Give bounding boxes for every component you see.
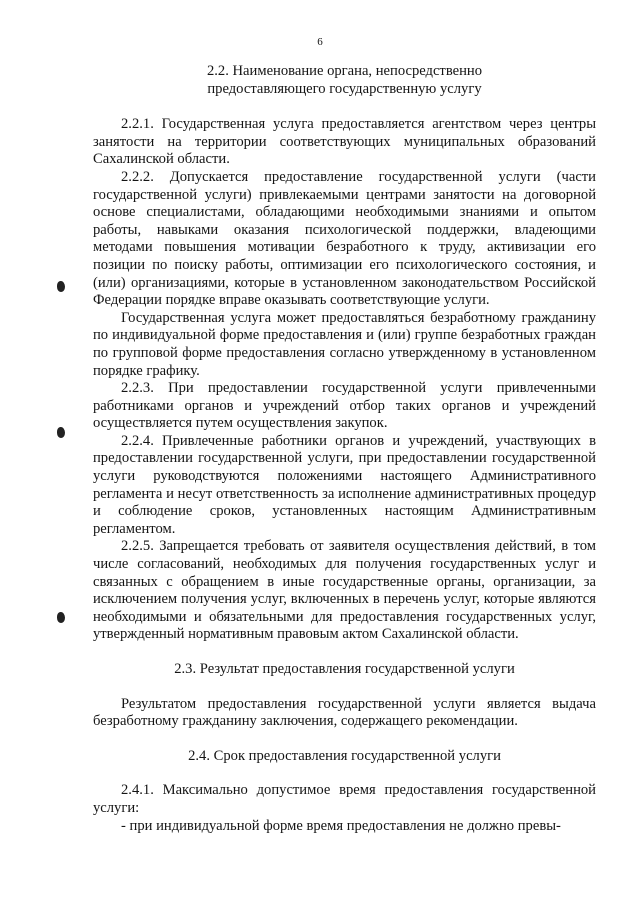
section-2-2-heading-line1: 2.2. Наименование органа, непосредственно xyxy=(206,63,483,79)
document-body xyxy=(93,63,596,835)
punch-hole-mark xyxy=(57,427,65,438)
paragraph-2-2-1: 2.2.1. Государственная услуга предоставляется агентством через центры занятости на территории соответствующих муниципальных образований Сахалинской области. xyxy=(93,116,596,168)
paragraph-group-form: Государственная услуга может предоставляться безработному гражданину по индивидуальной форме предоставления и (или) группе безработных граждан по групповой форме предоставления согласно утвержденному в установленном порядке графику. xyxy=(93,309,596,379)
punch-hole-mark xyxy=(57,281,65,292)
section-2-2-heading-line2: предоставляющего государственную услугу xyxy=(207,80,482,97)
paragraph-result: Результатом предоставления государственной услуги является выдача безработному гражданину заключения, содержащего рекомендации. xyxy=(93,695,596,730)
section-2-4-heading: 2.4. Срок предоставления государственной услуги xyxy=(188,747,501,764)
punch-hole-mark xyxy=(57,612,65,623)
paragraph-2-2-2: 2.2.2. Допускается предоставление государственной услуги (части государственной услуги) привлекаемыми центрами занятости на договорной основе специалистами, обладающими необходимыми знаниями и опытом работы, навыками оказания психологической поддержки, владеющими методами повышения мотивации безработного к труду, активизации его позиции по поиску работы, оптимизации его психологического состояния, и (или) организациями, которые в установленном законодательством Российской Федерации порядке вправе оказывать соответствующие услуги. xyxy=(93,168,596,309)
bullet-individual-form: - при индивидуальной форме время предоставления не должно превы- xyxy=(121,817,561,834)
section-2-3-heading: 2.3. Результат предоставления государственной услуги xyxy=(174,661,515,677)
paragraph-2-2-3: 2.2.3. При предоставлении государственной услуги привлеченными работниками органов и учреждений отбор таких органов и учреждений осуществляется путем осуществления закупок. xyxy=(93,380,596,432)
paragraph-2-4-1: 2.4.1. Максимально допустимое время предоставления государственной услуги: xyxy=(93,782,596,816)
page-number: 6 xyxy=(317,36,323,48)
paragraph-2-2-4: 2.2.4. Привлеченные работники органов и учреждений, участвующих в предоставлении государственной услуги, при предоставлении государственной услуги руководствуются положениями настоящего Административного регламента и несут ответственность за исполнение административных процедур и соблюдение сроков, установленных настоящим Административным регламентом. xyxy=(93,432,596,537)
paragraph-2-2-5: 2.2.5. Запрещается требовать от заявителя осуществления действий, в том числе согласований, необходимых для получения государственных услуг и связанных с обращением в иные государственные органы, организации, за исключением получения услуг, включенных в перечень услуг, которые являются необходимыми и обязательными для предоставления государственных услуг, утвержденный нормативным правовым актом Сахалинской области. xyxy=(93,538,596,643)
